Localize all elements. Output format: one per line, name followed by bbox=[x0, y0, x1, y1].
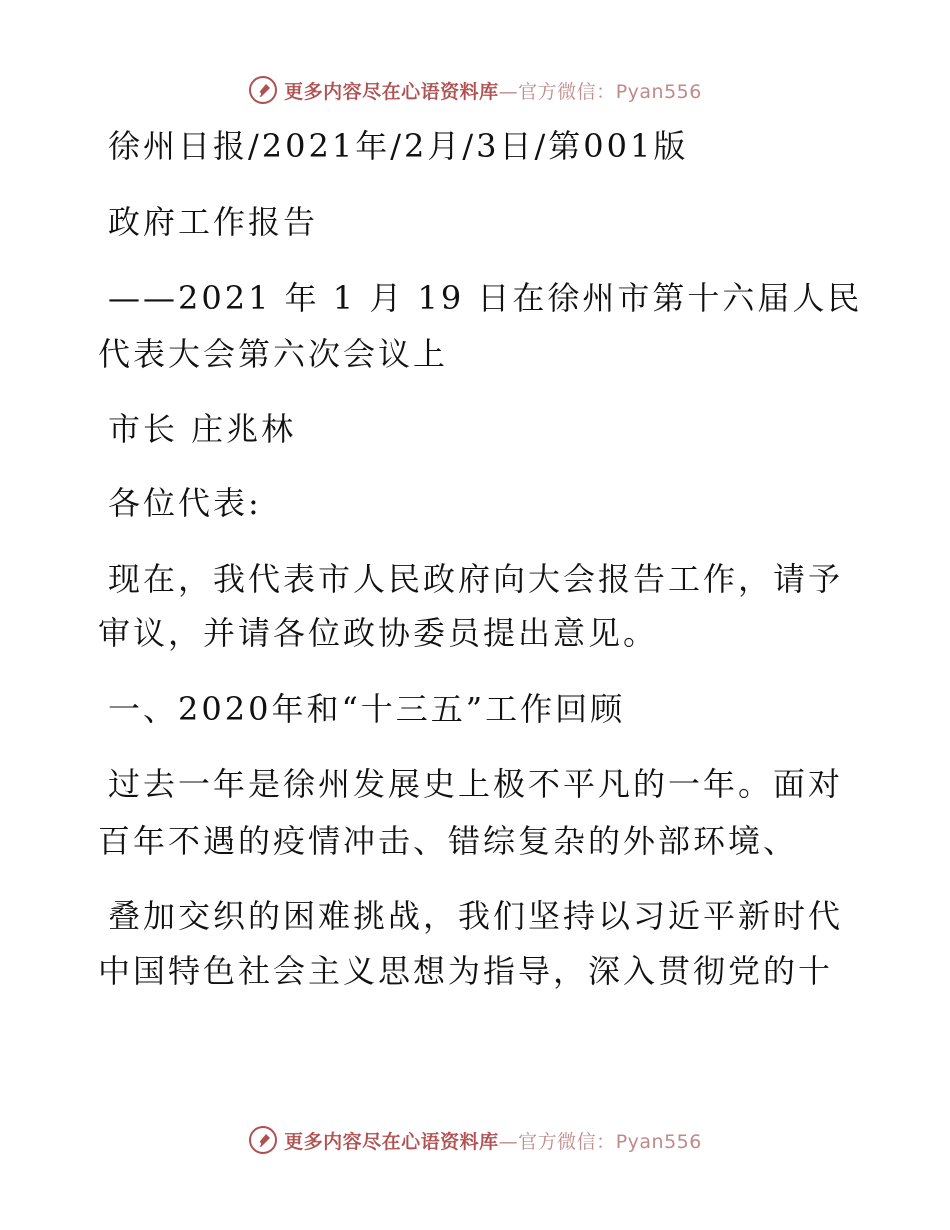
watermark-handle: Pyan556 bbox=[615, 1130, 702, 1153]
pen-nib-logo-icon bbox=[248, 1125, 278, 1155]
watermark-main-text: 更多内容尽在心语资料库 bbox=[284, 80, 499, 103]
watermark-separator: — bbox=[498, 1130, 519, 1153]
doc-line-subtitle-1: ——2021 年 1 月 19 日在徐州市第十六届人民 bbox=[108, 279, 863, 317]
doc-line-para2-2: 百年不遇的疫情冲击、错综复杂的外部环境、 bbox=[98, 822, 799, 860]
doc-line-para1-2: 审议，并请各位政协委员提出意见。 bbox=[98, 614, 659, 652]
watermark-separator: — bbox=[498, 80, 519, 103]
watermark-text bbox=[284, 1127, 702, 1154]
watermark-official-label: 官方微信： bbox=[518, 80, 616, 103]
footer-watermark-banner bbox=[0, 1120, 950, 1160]
watermark-official-label: 官方微信： bbox=[518, 1130, 616, 1153]
watermark-text bbox=[284, 77, 702, 104]
doc-line-section-heading: 一、2020年和“十三五”工作回顾 bbox=[108, 690, 626, 728]
doc-line-para1-1: 现在，我代表市人民政府向大会报告工作，请予 bbox=[108, 560, 844, 598]
doc-line-title: 政府工作报告 bbox=[108, 203, 319, 241]
doc-line-para2-1: 过去一年是徐州发展史上极不平凡的一年。面对 bbox=[108, 765, 844, 803]
doc-line-salutation: 各位代表: bbox=[108, 484, 262, 522]
watermark-handle: Pyan556 bbox=[615, 80, 702, 103]
pen-nib-logo-icon bbox=[248, 75, 278, 105]
doc-line-para3-2: 中国特色社会主义思想为指导，深入贯彻党的十 bbox=[98, 952, 834, 990]
doc-line-para3-1: 叠加交织的困难挑战，我们坚持以习近平新时代 bbox=[108, 897, 844, 935]
header-watermark-banner bbox=[0, 70, 950, 110]
doc-line-author: 市长 庄兆林 bbox=[108, 410, 297, 448]
doc-line-subtitle-2: 代表大会第六次会议上 bbox=[98, 335, 449, 373]
doc-line-source: 徐州日报/2021年/2月/3日/第001版 bbox=[108, 127, 689, 165]
watermark-main-text: 更多内容尽在心语资料库 bbox=[284, 1130, 499, 1153]
